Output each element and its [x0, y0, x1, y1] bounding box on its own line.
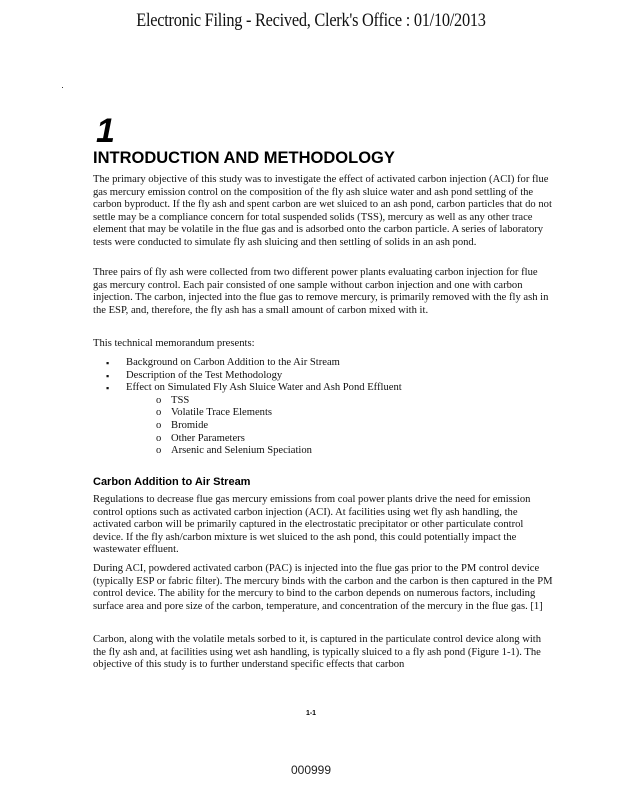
- bullet-icon: ▪: [106, 358, 110, 368]
- intro-paragraph-1: [93, 174, 553, 250]
- sub-list-item-text: Arsenic and Selenium Speciation: [171, 445, 312, 457]
- list-item-text: Effect on Simulated Fly Ash Sluice Water and Ash Pond Effluent: [126, 382, 402, 394]
- sub-list-item: [156, 420, 553, 433]
- intro-paragraph-3: [93, 338, 553, 351]
- section-heading: Carbon Addition to Air Stream: [93, 476, 251, 488]
- paragraph-text: This technical memorandum presents:: [93, 338, 255, 349]
- list-item-text: Background on Carbon Addition to the Air Stream: [126, 357, 340, 368]
- intro-paragraph-2: [93, 267, 553, 317]
- sub-list-item: [156, 445, 553, 458]
- bates-number: 000999: [290, 763, 332, 777]
- list-item: [106, 370, 553, 383]
- scan-speck: [62, 87, 63, 88]
- chapter-title: INTRODUCTION AND METHODOLOGY: [93, 149, 395, 167]
- sub-list-item-text: Volatile Trace Elements: [171, 407, 273, 419]
- list-item: [106, 382, 553, 458]
- circle-bullet-icon: o: [156, 394, 162, 406]
- section-paragraph-1: [93, 494, 553, 557]
- paragraph-text: Carbon, along with the volatile metals sorbed to it, is captured in the particulate control device along with the fly ash and, at facilities using wet ash handling, is typically sluiced to a fly ash pond (Figure 1-1). The objective of this study is to further understand specific effects that carbon: [93, 634, 542, 671]
- section-paragraph-3: [93, 634, 553, 672]
- sub-list-item: [156, 395, 553, 408]
- list-item-text: Description of the Test Methodology: [126, 369, 283, 381]
- list-item: [106, 357, 553, 370]
- page-number: 1-1: [305, 710, 317, 717]
- paragraph-text: During ACI, powdered activated carbon (PAC) is injected into the flue gas prior to the PM control device (typically ESP or fabric filter). The mercury binds with the carbon and the carbon is then captured in the PM control device. The ability for the mercury to bind to the carbon depends on numerous factors, including surface area and pore size of the carbon, temperature, and concentration of the mercury in the flue gas. [1]: [93, 563, 553, 612]
- memo-contents-list: [93, 357, 553, 458]
- sub-list-item: [156, 407, 553, 420]
- circle-bullet-icon: o: [156, 445, 162, 457]
- bullet-icon: ▪: [106, 383, 110, 394]
- sub-list-item: [156, 433, 553, 446]
- circle-bullet-icon: o: [156, 407, 162, 419]
- section-paragraph-2: [93, 563, 553, 613]
- sub-list: [126, 395, 553, 458]
- circle-bullet-icon: o: [156, 432, 162, 444]
- sub-list-item-text: TSS: [171, 394, 190, 406]
- sub-list-item-text: Other Parameters: [171, 432, 245, 444]
- paragraph-text: Three pairs of fly ash were collected from two different power plants evaluating carbon injection for flue gas mercury control. Each pair consisted of one sample without carbon injection and one with carbon injection. The carbon, injected into the flue gas to remove mercury, is primarily removed with the fly ash in the ESP, and, therefore, the fly ash has a small amount of carbon mixed with it.: [93, 267, 549, 316]
- paragraph-text: The primary objective of this study was to investigate the effect of activated carbon injection (ACI) for flue gas mercury emission control on the composition of the fly ash sluice water and ash pond settling of the carbon byproduct. If the fly ash and spent carbon are wet sluiced to an ash pond, carbon particles that do not settle may be a compliance concern for total suspended solids (TSS), mercury as well as any other trace element that may be volatile in the flue gas and is adsorbed onto the carbon particle. A series of laboratory tests were conducted to simulate fly ash sluicing and then settling of solids in an ash pond.: [93, 174, 552, 248]
- sub-list-item-text: Bromide: [171, 419, 209, 431]
- filing-stamp: Electronic Filing - Recived, Clerk's Office : 01/10/2013: [136, 10, 486, 31]
- paragraph-text: Regulations to decrease flue gas mercury emissions from coal power plants drive the need for emission control options such as activated carbon injection (ACI). At facilities using wet fly ash handling, the activated carbon will be primarily captured in the electrostatic precipitator or other particulate control device. If the fly ash/carbon mixture is wet sluiced to the ash pond, this could potentially impact the wastewater effluent.: [93, 494, 531, 556]
- chapter-number: 1: [96, 112, 115, 150]
- bullet-icon: ▪: [106, 370, 110, 381]
- circle-bullet-icon: o: [156, 419, 162, 431]
